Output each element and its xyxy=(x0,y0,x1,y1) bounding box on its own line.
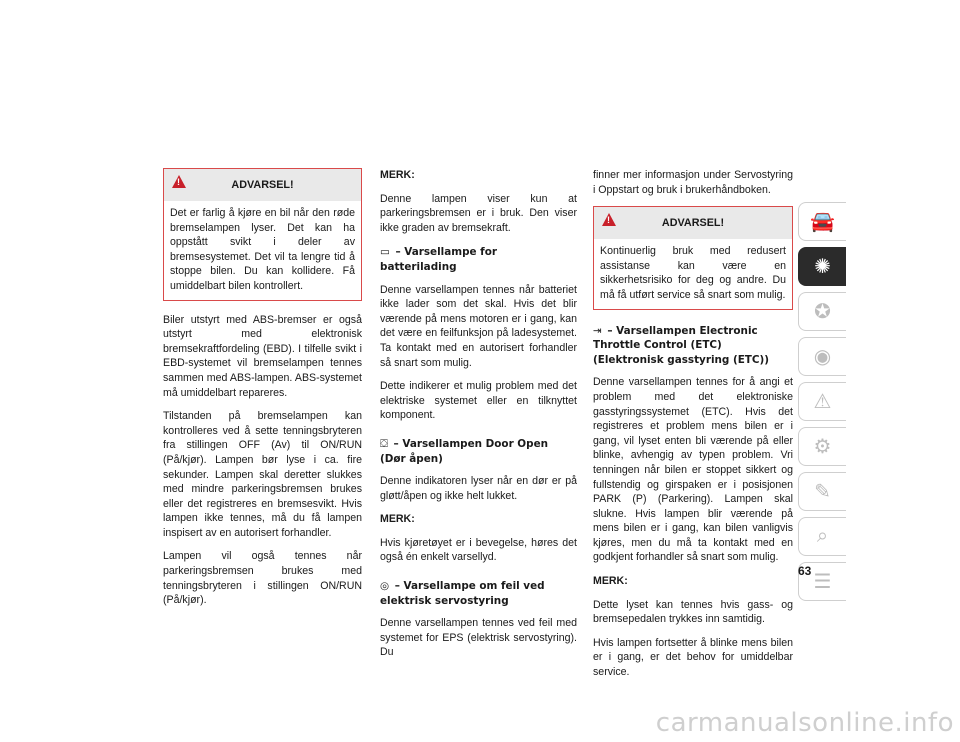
paragraph: Hvis lampen fortsetter å blinke mens bilen er i gang, er det behov for umiddelbar service. xyxy=(593,636,793,679)
tab-car-info[interactable] xyxy=(798,202,846,241)
tab-tools[interactable] xyxy=(798,472,846,511)
note-label: MERK: xyxy=(380,169,415,181)
heading-text: – Varsellampen Electronic Throttle Control (ETC) (Elektronisk gasstyring (ETC)) xyxy=(593,324,770,366)
column-2 xyxy=(380,168,577,669)
paragraph: finner mer informasjon under Servostyring i Oppstart og bruk i brukerhåndboken. xyxy=(593,169,793,196)
note-text: Dette lyset kan tennes hvis gass- og bremsepedalen trykkes inn samtidig. xyxy=(593,598,793,626)
paragraph: Dette indikerer et mulig problem med det elektriske systemet eller en tilknyttet komponent. xyxy=(380,380,577,422)
warning-title: ADVARSEL! xyxy=(231,179,294,191)
warning-header xyxy=(594,207,792,239)
section-heading-battery xyxy=(380,245,577,274)
tab-search[interactable] xyxy=(798,517,846,556)
throttle-icon: ⇥ xyxy=(593,324,602,337)
section-heading-etc xyxy=(593,324,793,368)
tab-service[interactable] xyxy=(798,427,846,466)
warning-box xyxy=(593,206,793,309)
tab-driving[interactable] xyxy=(798,337,846,376)
warning-text: Kontinuerlig bruk med redusert assistanse kan være en sikkerhetsrisiko for deg og andre. Du må få utført service så snart som mulig. xyxy=(600,245,786,301)
steering-wheel-icon: ◉ xyxy=(813,346,832,368)
tab-emergency[interactable] xyxy=(798,382,846,421)
paragraph: Lampen vil også tennes når parkeringsbremsen brukes med tenningsbryteren i stillingen ON/RUN (På/kjør). xyxy=(163,550,362,607)
car-service-icon: ⚙ xyxy=(813,436,832,458)
chapter-tabs xyxy=(798,202,846,607)
paragraph: Biler utstyrt med ABS-bremser er også utstyrt med elektronisk bremsekraftfordeling (EBD). I tilfelle svikt i EBD-systemet vil bremselampen tennes sammen med ABS-lampen. ABS-systemet må umiddelbart repareres. xyxy=(163,313,362,399)
heading-text: – Varsellampe om feil ved elektrisk servostyring xyxy=(380,580,545,607)
warning-title: ADVARSEL! xyxy=(661,217,725,230)
note-text: Hvis kjøretøyet er i bevegelse, høres det også én enkelt varsellyd. xyxy=(380,536,577,564)
warning-light-icon: ✺ xyxy=(814,256,831,278)
paragraph: Denne varsellampen tennes ved feil med systemet for EPS (elektrisk servostyring). Du xyxy=(380,617,577,659)
index-icon: ☰ xyxy=(813,571,832,593)
tab-safety[interactable] xyxy=(798,292,846,331)
warning-triangle-icon xyxy=(602,213,616,226)
search-icon: ⌕ xyxy=(816,525,829,547)
heading-text: – Varsellampe for batterilading xyxy=(380,246,497,273)
steering-fault-icon: ◎ xyxy=(380,580,390,593)
warning-triangle-icon xyxy=(172,175,186,188)
section-heading-door-open xyxy=(380,437,577,466)
paragraph: Denne indikatoren lyser når en dør er på gløtt/åpen og ikke helt lukket. xyxy=(380,475,577,502)
page-number: 63 xyxy=(798,564,812,578)
note-label: MERK: xyxy=(593,575,628,588)
section-heading-eps xyxy=(380,579,577,608)
watermark: carmanualsonline.info xyxy=(655,708,954,738)
paragraph: Tilstanden på bremselampen kan kontrolleres ved å sette tenningsbryteren fra stillingen OFF (Av) til ON/RUN (På/kjør). Lampen bør lyse i ca. fire sekunder. Lampen skal deretter slukkes med mindre parkeringsbremsen brukes eller det registreres en bremsesvikt. Hvis lampen ikke tennes, må du få lampen inspisert av en autorisert forhandler. xyxy=(163,410,362,539)
note-label: MERK: xyxy=(380,513,415,526)
hazard-car-icon: ⚠ xyxy=(813,391,832,413)
car-info-icon: 🚘 xyxy=(810,211,835,233)
paragraph: Denne varsellampen tennes for å angi et problem med det elektroniske gasstyringssystemet (ETC). Hvis det registreres et problem mens bilen er i gang, vil lyset enten bli værende på eller blinke, avhengig av typen problem. Vri tenningen når bilen er stoppet sikkert og fullstendig og girspaken er i posisjonen PARK (P) (Parkering). Lampen skal slukne. Hvis lampen blir værende på mens bilen er i gang, kan bilen vanligvis kjøres, men du må ta kontakt med en godkjent forhandler så snart som mulig. xyxy=(593,376,793,564)
door-open-icon: ⛋ xyxy=(380,437,388,450)
warning-text: Det er farlig å kjøre en bil når den røde bremselampen lyser. Det kan ha oppstått svikt i deler av bremsesystemet. Det vil ta lengre tid å stoppe bilen. Du kan kollidere. Få umiddelbart bilen kontrollert. xyxy=(170,207,355,292)
column-1 xyxy=(163,168,362,617)
warning-header xyxy=(164,169,361,201)
battery-icon: ▭ xyxy=(380,246,390,259)
column-3 xyxy=(593,168,793,689)
warning-box xyxy=(163,168,362,301)
note-text: Denne lampen viser kun at parkeringsbremsen er i bruk. Den viser ikke graden av bremsekraft. xyxy=(380,192,577,234)
tab-warning-lights[interactable] xyxy=(798,247,846,286)
tools-icon: ✎ xyxy=(814,481,831,503)
seat-belt-icon: ✪ xyxy=(814,301,831,323)
heading-text: – Varsellampen Door Open (Dør åpen) xyxy=(380,437,549,465)
paragraph: Denne varsellampen tennes når batteriet ikke lader som det skal. Hvis det blir værende på mens motoren er i gang, kan det være en feilfunksjon på ladesystemet. Ta kontakt med en autorisert forhandler så snart som mulig. xyxy=(380,283,577,369)
